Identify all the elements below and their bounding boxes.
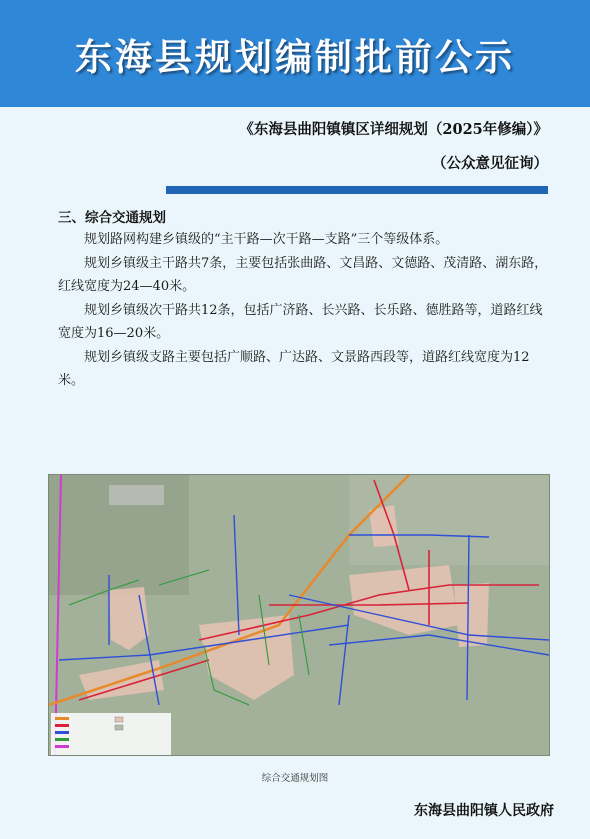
section-body bbox=[58, 228, 548, 393]
map-image bbox=[49, 475, 550, 756]
legend-swatch bbox=[115, 717, 123, 722]
legend-swatch bbox=[55, 724, 69, 727]
legend-swatch bbox=[115, 725, 123, 730]
legend-swatch bbox=[55, 731, 69, 734]
section-heading: 三、综合交通规划 bbox=[58, 210, 166, 226]
legend-swatch bbox=[55, 745, 69, 748]
title-divider bbox=[166, 186, 548, 194]
legend-swatch bbox=[55, 717, 69, 720]
header-banner bbox=[0, 0, 590, 107]
traffic-plan-map bbox=[48, 474, 550, 756]
paragraph: 规划路网构建乡镇级的“主干路—次干路—支路”三个等级体系。 bbox=[84, 232, 449, 247]
built-area bbox=[454, 583, 489, 647]
document-subtitle: （公众意见征询） bbox=[432, 155, 548, 172]
water-area bbox=[109, 485, 164, 505]
issuing-organization: 东海县曲阳镇人民政府 bbox=[414, 803, 554, 819]
legend-swatch bbox=[55, 738, 69, 741]
paragraph: 规划乡镇级支路主要包括广顺路、广达路、文景路西段等，道路红线宽度为12米。 bbox=[58, 350, 530, 388]
page-title: 东海县规划编制批前公示 bbox=[75, 35, 515, 79]
paragraph: 规划乡镇级主干路共7条，主要包括张曲路、文昌路、文德路、茂清路、湖东路，红线宽度为24—40米。 bbox=[58, 256, 548, 294]
map-caption: 综合交通规划图 bbox=[261, 773, 329, 784]
document-title: 《东海县曲阳镇镇区详细规划（2025年修编）》 bbox=[239, 121, 548, 138]
paragraph: 规划乡镇级次干路共12条，包括广济路、长兴路、长乐路、德胜路等，道路红线宽度为16—20米。 bbox=[58, 303, 543, 341]
